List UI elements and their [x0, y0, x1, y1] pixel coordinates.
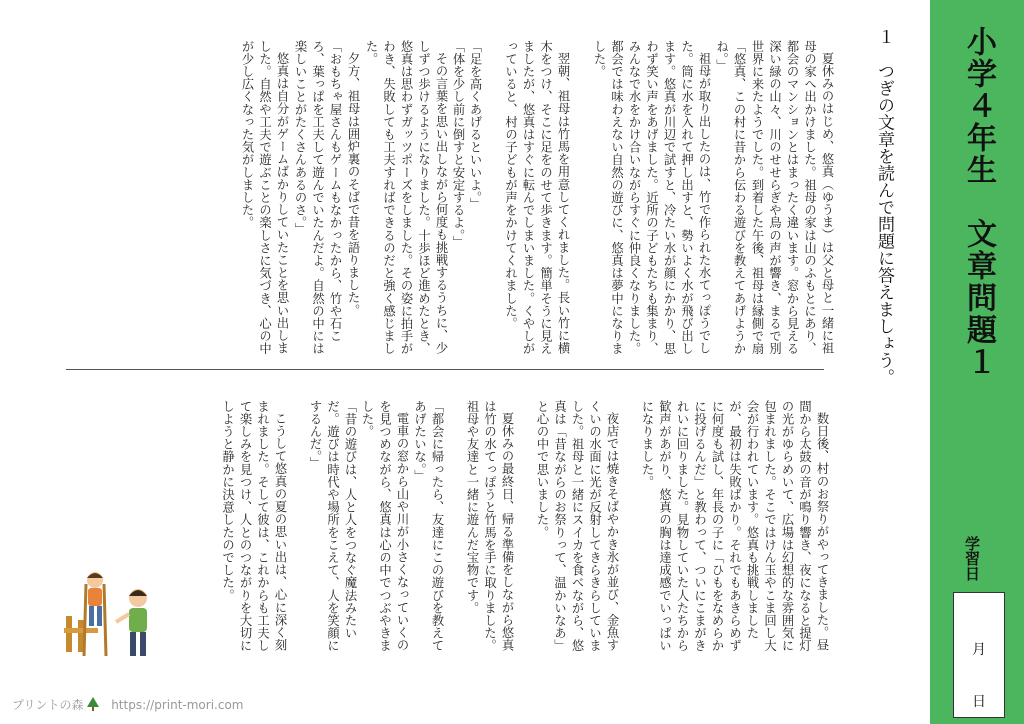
- story-quote: 「都会に帰ったら、友達にこの遊びを教えてあげたいな。」: [412, 400, 444, 652]
- question-text: つぎの文章を読んで問題に答えましょう。: [874, 62, 894, 386]
- story-paragraph: 夏休みの最終日、帰る準備をしながら悠真は竹の水てっぽうと竹馬を手に取りました。祖母や友達と一緒に遊んだ宝物です。: [465, 400, 514, 652]
- footer: [12, 696, 243, 713]
- study-date-box[interactable]: [953, 592, 1005, 718]
- story-paragraph: 祖母が取り出したのは、竹で作られた水てっぽうでした。筒に水を入れて押し出すと、勢いよく水が飛び出します。悠真が川辺で試すと、冷たい水が顔にかかり、思わず笑い声をあげました。近所の子どもたちも集まり、みんなで水をかけ合いながらすぐに仲良くなりました。都会では味わえない自然の遊びに、悠真は夢中になりました。: [592, 40, 711, 355]
- story-paragraph: 電車の窓から山や川が小さくなっていくのを見つめながら、悠真は心の中でつぶやきました。: [360, 400, 409, 652]
- section-divider: [66, 369, 824, 370]
- story-paragraph: 数日後、村のお祭りがやってきました。昼間から太鼓の音が鳴り響き、夜になると提灯の光がゆらめいて、広場は幻想的な雰囲気に包まれました。そこではけん玉やこま回し大会が行われています。悠真も挑戦しましたが、最初は失敗ばかり。それでもあきらめずに何度も試し、年長の子に「ひもをなめらかに投げるんだ」と教わって、ついにこまがきれいに回りました。見物していた人たちから歓声があがり、悠真の胸は達成感でいっぱいになりました。: [640, 400, 829, 652]
- story-paragraph: 夜店では焼きそばやかき氷が並び、金魚すくいの水面に光が反射してきらきらしていました。祖母と一緒にスイカを食べながら、悠真は「昔ながらのお祭りって、温かいなあ」と心の中で思いました。: [535, 400, 619, 652]
- story-paragraph: こうして悠真の夏の思い出は、心に深く刻まれました。そして彼は、これからも工夫して楽しみを見つけ、人とのつながりを大切にしようと静かに決意したのでした。: [220, 400, 287, 652]
- day-label: 日: [972, 694, 986, 710]
- children-stilts-illustration: [64, 564, 164, 664]
- question-number: １: [874, 28, 894, 45]
- story-paragraph: 翌朝、祖母は竹馬を用意してくれました。長い竹に横木をつけ、そこに足をのせて歩きます。簡単そうに見えましたが、悠真はすぐに転んでしまいました。くやしがっていると、村の子どもが声をかけてくれました。: [503, 40, 570, 355]
- story-quote: 「昔の遊びは、人と人をつなぐ魔法みたいだ。遊びは時代や場所をこえて、人を笑顔にするんだ。」: [308, 400, 357, 652]
- tree-icon: [87, 697, 99, 711]
- worksheet-title: 小学４年生 文章問題１: [961, 26, 996, 378]
- story-paragraph: その言葉を思い出しながら何度も挑戦するうちに、少しずつ歩けるようになりました。十歩ほど進めたとき、悠真は思わずガッツポーズをしました。その姿に拍手がわき、失敗しても工夫すればできるのだと強く感じました。: [364, 40, 448, 355]
- question-instruction: [872, 28, 897, 408]
- site-name: プリントの森: [12, 698, 84, 712]
- story-paragraph: 夕方、祖母は囲炉裏のそばで昔を語りました。: [346, 52, 360, 317]
- story-quote: 「体を少し前に倒すと安定するよ。」: [451, 40, 465, 249]
- month-label: 月: [972, 642, 986, 658]
- study-date-label: 学習日: [963, 536, 981, 581]
- story-paragraph: 夏休みのはじめ、悠真（ゆうま）は父と母と一緒に祖母の家へ出かけました。祖母の家は山のふもとにあり、都会のマンションとはまったく違います。窓から見える深い緑の山々、川のせせらぎや鳥の声が響き、まるで別世界に来たようでした。到着した午後、祖母は縁側で扇: [750, 40, 834, 355]
- site-url[interactable]: https://print-mori.com: [111, 698, 244, 712]
- story-quote: 「悠真、この村に昔から伝わる遊びを教えてあげようかね。」: [714, 40, 746, 355]
- story-paragraph: 悠真は自分がゲームばかりしていたことを思い出しました。自然や工夫で遊ぶことの楽しさに気づき、心の中が少し広くなった気がしました。: [240, 40, 289, 355]
- story-quote: 「おもちゃ屋さんもゲームもなかったから、竹や石ころ、葉っぱを工夫して遊んでいたんだよ。自然の中には楽しいことがたくさんあるのさ。」: [293, 40, 342, 355]
- story-quote: 「足を高くあげるといいよ。」: [468, 40, 482, 211]
